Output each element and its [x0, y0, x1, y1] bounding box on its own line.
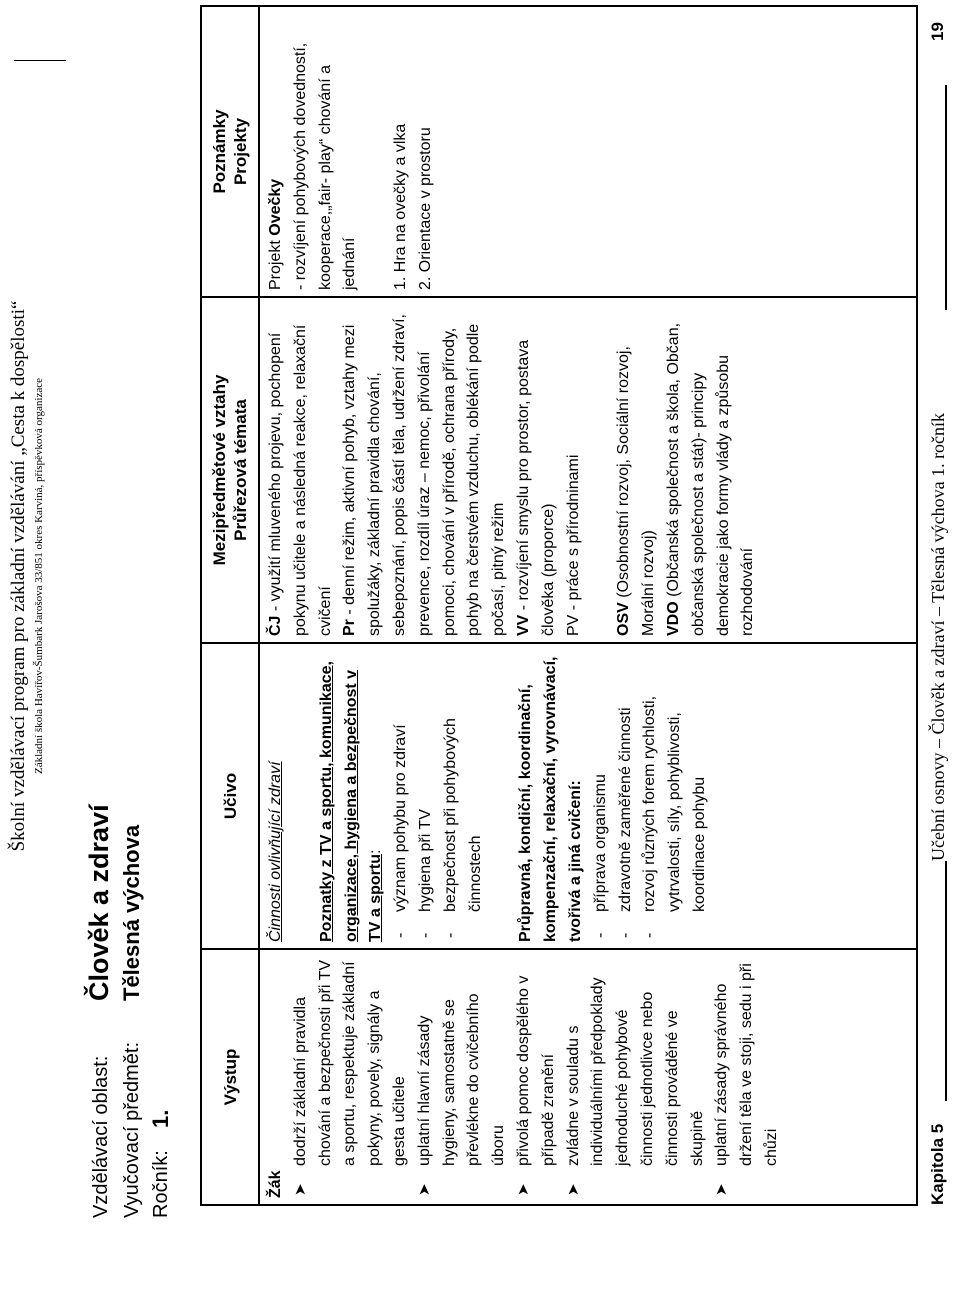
list-item: 2. Orientace v prostoru	[416, 127, 434, 290]
header-pozn-line2: Projekty	[231, 117, 250, 186]
area-label: Vzdělávací oblast:	[90, 1055, 112, 1218]
list-item: ➤ uplatní hlavní zásady hygieny, samostatně se převlékne do cvičebního úboru	[413, 956, 512, 1198]
ucivo-cell	[259, 643, 917, 949]
arrow-bullet-icon: ➤	[713, 1183, 731, 1196]
grade-value: 1.	[148, 1109, 173, 1128]
table-body-row	[259, 6, 917, 1205]
arrow-bullet-icon: ➤	[291, 1183, 309, 1196]
grade-label: Ročník:	[150, 1150, 172, 1218]
mezi-cell	[259, 297, 917, 643]
table-header-row	[201, 6, 259, 1205]
dash-bullet-icon: -	[441, 932, 459, 938]
header-mezipredmetove	[201, 297, 259, 643]
list-item: - příprava organismu	[589, 650, 614, 942]
project-description: - rozvíjení pohybových dovedností, kooperace,„fair- play“ chování a jednání	[291, 42, 359, 290]
list-item: ➤ zvládne v souladu s individuálními předpoklady jednoduché pohybové činnosti jednotlivce nebo činnosti prováděné ve skupině	[562, 956, 711, 1198]
vystup-cell	[259, 949, 917, 1205]
dash-bullet-icon: -	[616, 932, 634, 938]
poznamky-cell	[259, 6, 917, 297]
ucivo-section-title: Činnosti ovlivňující zdraví	[267, 761, 284, 942]
vv-relation: VV - rozvíjení smyslu pro prostor, postava člověka (proporce)	[514, 339, 557, 636]
ucivo-list	[589, 650, 713, 942]
header-poznamky	[201, 6, 259, 297]
school-name: Základní škola Havířov-Šumbark Jarošova 33/851 okres Karviná, příspěvková organizace	[33, 378, 45, 774]
outcome-list	[289, 956, 785, 1198]
arrow-bullet-icon: ➤	[415, 1183, 433, 1196]
pv-relation: PV - práce s přírodninami	[564, 454, 582, 636]
footer-center-text: Učební osnovy – Člověk a zdraví – Tělesná výchova 1. ročník	[928, 412, 948, 861]
dash-bullet-icon: -	[416, 932, 434, 938]
list-item: ➤ uplatní zásady správného držení těla ve stoji, sedu i při chůzi	[710, 956, 784, 1198]
vdo-theme: VDO (Občanská společnost a škola, Občan, občanská společnost a stát)- principy demokracie jako formy vlády a způsobu rozhodování	[664, 322, 757, 636]
header-mezi-line1: Mezipředmětové vztahy	[210, 374, 229, 566]
arrow-bullet-icon: ➤	[564, 1183, 582, 1196]
header-vystup: Výstup	[201, 949, 259, 1205]
header-divider-line	[14, 60, 66, 61]
area-value: Člověk a zdraví	[84, 804, 114, 1001]
osv-theme: OSV (Osobnostní rozvoj, Sociální rozvoj, Morální rozvoj)	[615, 346, 658, 636]
list-item: 1. Hra na ovečky a vlka	[392, 123, 410, 290]
ucivo-section-heading: Průpravná, kondiční, koordinační, kompenzační, relaxační, vyrovnávací, tvořivá a jiná cvičení:	[517, 656, 584, 942]
student-label: Žák	[267, 1170, 284, 1198]
dash-bullet-icon: -	[591, 932, 609, 938]
header-pozn-line1: Poznámky	[210, 109, 229, 194]
pr-relation: Pr - denní režim, aktivní pohyb, vztahy mezi spolužáky, základní pravidla chování, sebepoznání, popis částí těla, udržení zdraví, prevence, rozdíl úraz – nemoc, přivolání pomoci, chování v přírodě, ochrana přírody, pohyb na čerstvém vzduchu, oblékání podle počasí, pitný režim	[341, 314, 508, 636]
chapter-label: Kapitola 5	[928, 1123, 947, 1205]
page-number: 19	[928, 22, 947, 41]
list-item: ➤ dodrží základní pravidla chování a bezpečnosti při TV a sportu, respektuje základní pokyny, povely, signály a gesta učitele	[289, 956, 413, 1198]
footer-rule-right	[945, 85, 947, 310]
list-item: - bezpečnost při pohybových činnostech	[439, 650, 489, 942]
list-item: ➤ přivolá pomoc dospělého v případě zranění	[512, 956, 562, 1198]
subject-value: Tělesná výchova	[119, 824, 144, 1001]
ucivo-list	[389, 650, 488, 942]
project-title: Projekt Ovečky	[267, 178, 284, 290]
dash-bullet-icon: -	[392, 932, 410, 938]
list-item: - zdravotně zaměřené činnosti	[614, 650, 639, 942]
list-item: - význam pohybu pro zdraví	[389, 650, 414, 942]
cj-relation: ČJ - využití mluveného projevu, pochopení pokynu učitele a následná reakce, relaxační cvičení	[267, 324, 334, 636]
header-mezi-line2: Průřezová témata	[231, 399, 250, 541]
footer-rule-left	[945, 861, 947, 1101]
ucivo-section-heading: Poznatky z TV a sportu, komunikace, organizace, hygiena a bezpečnost v TV a sportu:	[317, 661, 385, 942]
header-ucivo: Učivo	[201, 643, 259, 949]
dash-bullet-icon: -	[641, 932, 659, 938]
list-item: - rozvoj různých forem rychlosti, vytrvalosti, síly, pohyblivosti, koordinace pohybu	[638, 650, 712, 942]
arrow-bullet-icon: ➤	[514, 1183, 532, 1196]
subject-label: Vyučovací předmět:	[121, 1041, 143, 1218]
curriculum-table	[200, 5, 918, 1206]
list-item: - hygiena při TV	[414, 650, 439, 942]
document-title: Školní vzdělávací program pro základní vzdělávání „Cesta k dospělosti“	[8, 300, 29, 852]
